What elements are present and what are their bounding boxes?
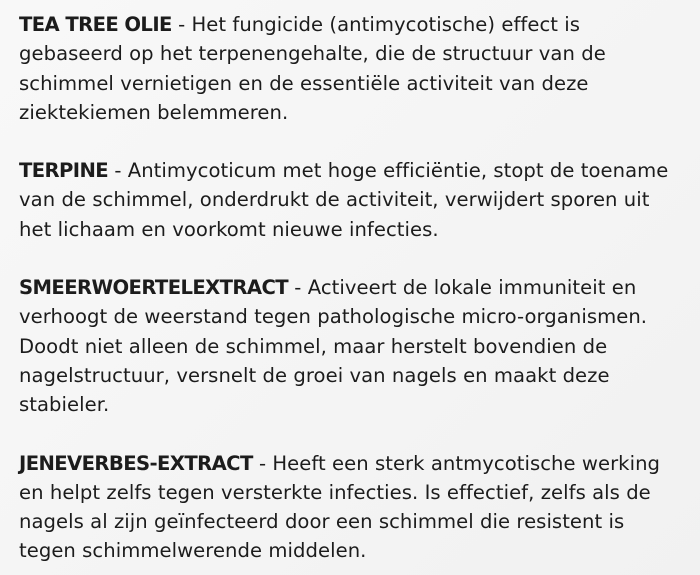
- ingredient-name: JENEVERBES-EXTRACT: [19, 451, 253, 475]
- ingredient-name: TERPINE: [19, 159, 109, 183]
- ingredient-juniper-extract: [19, 449, 686, 566]
- ingredient-terpine: [19, 156, 686, 244]
- ingredient-description: - Antimycoticum met hoge efficiëntie, stopt de toename van de schimmel, onderdrukt de activiteit, verwijdert sporen uit het lichaam en voorkomt nieuwe infecties.: [19, 159, 669, 241]
- ingredient-description: - Heeft een sterk antmycotische werking en helpt zelfs tegen versterkte infecties. Is effectief, zelfs als de nagels al zijn geïnfecteerd door een schimmel die resistent is tegen schimmelwerende middelen.: [19, 451, 661, 563]
- ingredient-name: TEA TREE OLIE: [19, 13, 172, 36]
- ingredient-comfrey-extract: [19, 273, 686, 419]
- ingredient-tea-tree-oil: [19, 10, 686, 127]
- ingredient-name: SMEERWOERTELEXTRACT: [19, 276, 289, 300]
- ingredient-description: - Het fungicide (antimycotische) effect is gebaseerd op het terpenengehalte, die de structuur van de schimmel vernietigen en de essentiële activiteit van deze ziektekiemen belemmeren.: [19, 13, 606, 124]
- ingredient-description: - Activeert de lokale immuniteit en verhoogt de weerstand tegen pathologische micro-organismen. Doodt niet alleen de schimmel, maar herstelt bovendien de nagelstructuur, versnelt de groei van nagels en maakt deze stabieler.: [19, 276, 648, 417]
